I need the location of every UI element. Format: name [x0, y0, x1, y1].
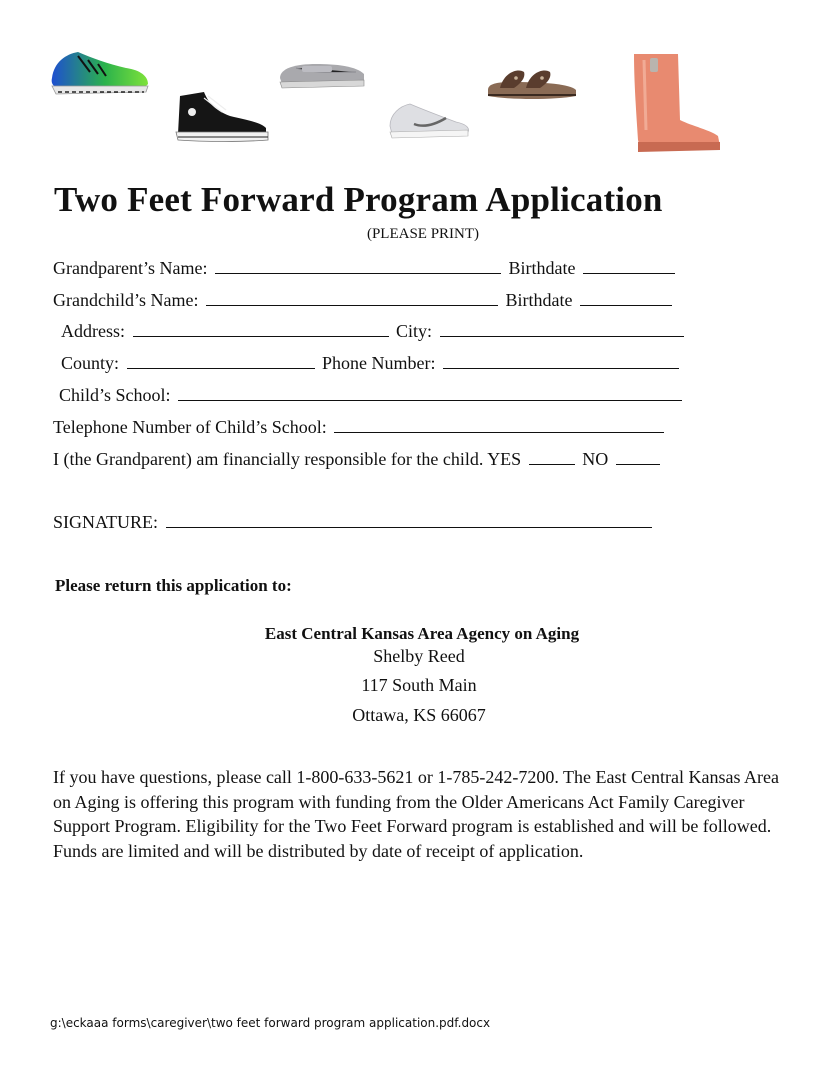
phone-field[interactable] — [443, 353, 679, 369]
print-instruction: (PLEASE PRINT) — [366, 226, 480, 242]
street-address: 117 South Main — [361, 675, 477, 695]
grandchild-row — [53, 290, 675, 311]
grandchild-name-label: Grandchild’s Name: — [53, 290, 199, 310]
school-row — [59, 385, 685, 406]
high-top-sneaker-image — [174, 88, 272, 144]
city-label: City: — [396, 321, 433, 341]
signature-row — [53, 512, 655, 533]
contact-name: Shelby Reed — [373, 646, 465, 666]
responsibility-row — [53, 449, 663, 470]
signature-label: SIGNATURE: — [53, 512, 159, 532]
phone-label: Phone Number: — [322, 353, 436, 373]
yes-label: YES — [487, 449, 522, 469]
rain-boot-image — [630, 50, 726, 156]
city-state-zip: Ottawa, KS 66067 — [352, 705, 486, 725]
address-field[interactable] — [133, 321, 389, 337]
athletic-shoe-image — [384, 100, 472, 142]
agency-name: East Central Kansas Area Agency on Aging — [264, 624, 580, 643]
no-field[interactable] — [616, 449, 660, 465]
responsibility-text: I (the Grandparent) am financially responsible for the child. — [53, 449, 484, 469]
page-title: Two Feet Forward Program Application — [54, 180, 663, 219]
city-field[interactable] — [440, 321, 684, 337]
info-paragraph: If you have questions, please call 1-800-633-5621 or 1-785-242-7200. The East Central Kansas Area on Aging is offering this program with funding from the Older Americans Act Family Caregiver Support Program. Eligibility for the Two Feet Forward program is established and will be followed. Funds are limited and will be distributed by date of receipt of application. — [53, 767, 779, 861]
grandchild-birthdate-label: Birthdate — [505, 290, 573, 310]
return-heading: Please return this application to: — [55, 576, 292, 595]
county-row — [61, 353, 682, 374]
grandparent-name-label: Grandparent’s Name: — [53, 258, 208, 278]
yes-field[interactable] — [529, 449, 575, 465]
footer-file-path: g:\eckaaa forms\caregiver\two feet forward program application.pdf.docx — [50, 1016, 491, 1030]
grandparent-birthdate-field[interactable] — [583, 258, 675, 274]
county-label: County: — [61, 353, 120, 373]
address-label: Address: — [61, 321, 125, 341]
grandparent-birthdate-label: Birthdate — [508, 258, 576, 278]
grandchild-birthdate-field[interactable] — [580, 290, 672, 306]
grandparent-row — [53, 258, 678, 279]
school-phone-label: Telephone Number of Child’s School: — [53, 417, 327, 437]
grandchild-name-field[interactable] — [206, 290, 498, 306]
sandal-image — [484, 62, 580, 104]
signature-field[interactable] — [166, 512, 652, 528]
school-phone-row — [53, 417, 667, 438]
address-row — [61, 321, 687, 342]
school-field[interactable] — [178, 385, 682, 401]
county-field[interactable] — [127, 353, 315, 369]
school-phone-field[interactable] — [334, 417, 664, 433]
no-label: NO — [582, 449, 609, 469]
school-label: Child’s School: — [59, 385, 171, 405]
grandparent-name-field[interactable] — [215, 258, 501, 274]
slip-on-shoe-image — [276, 58, 368, 92]
running-shoe-image — [48, 48, 152, 98]
